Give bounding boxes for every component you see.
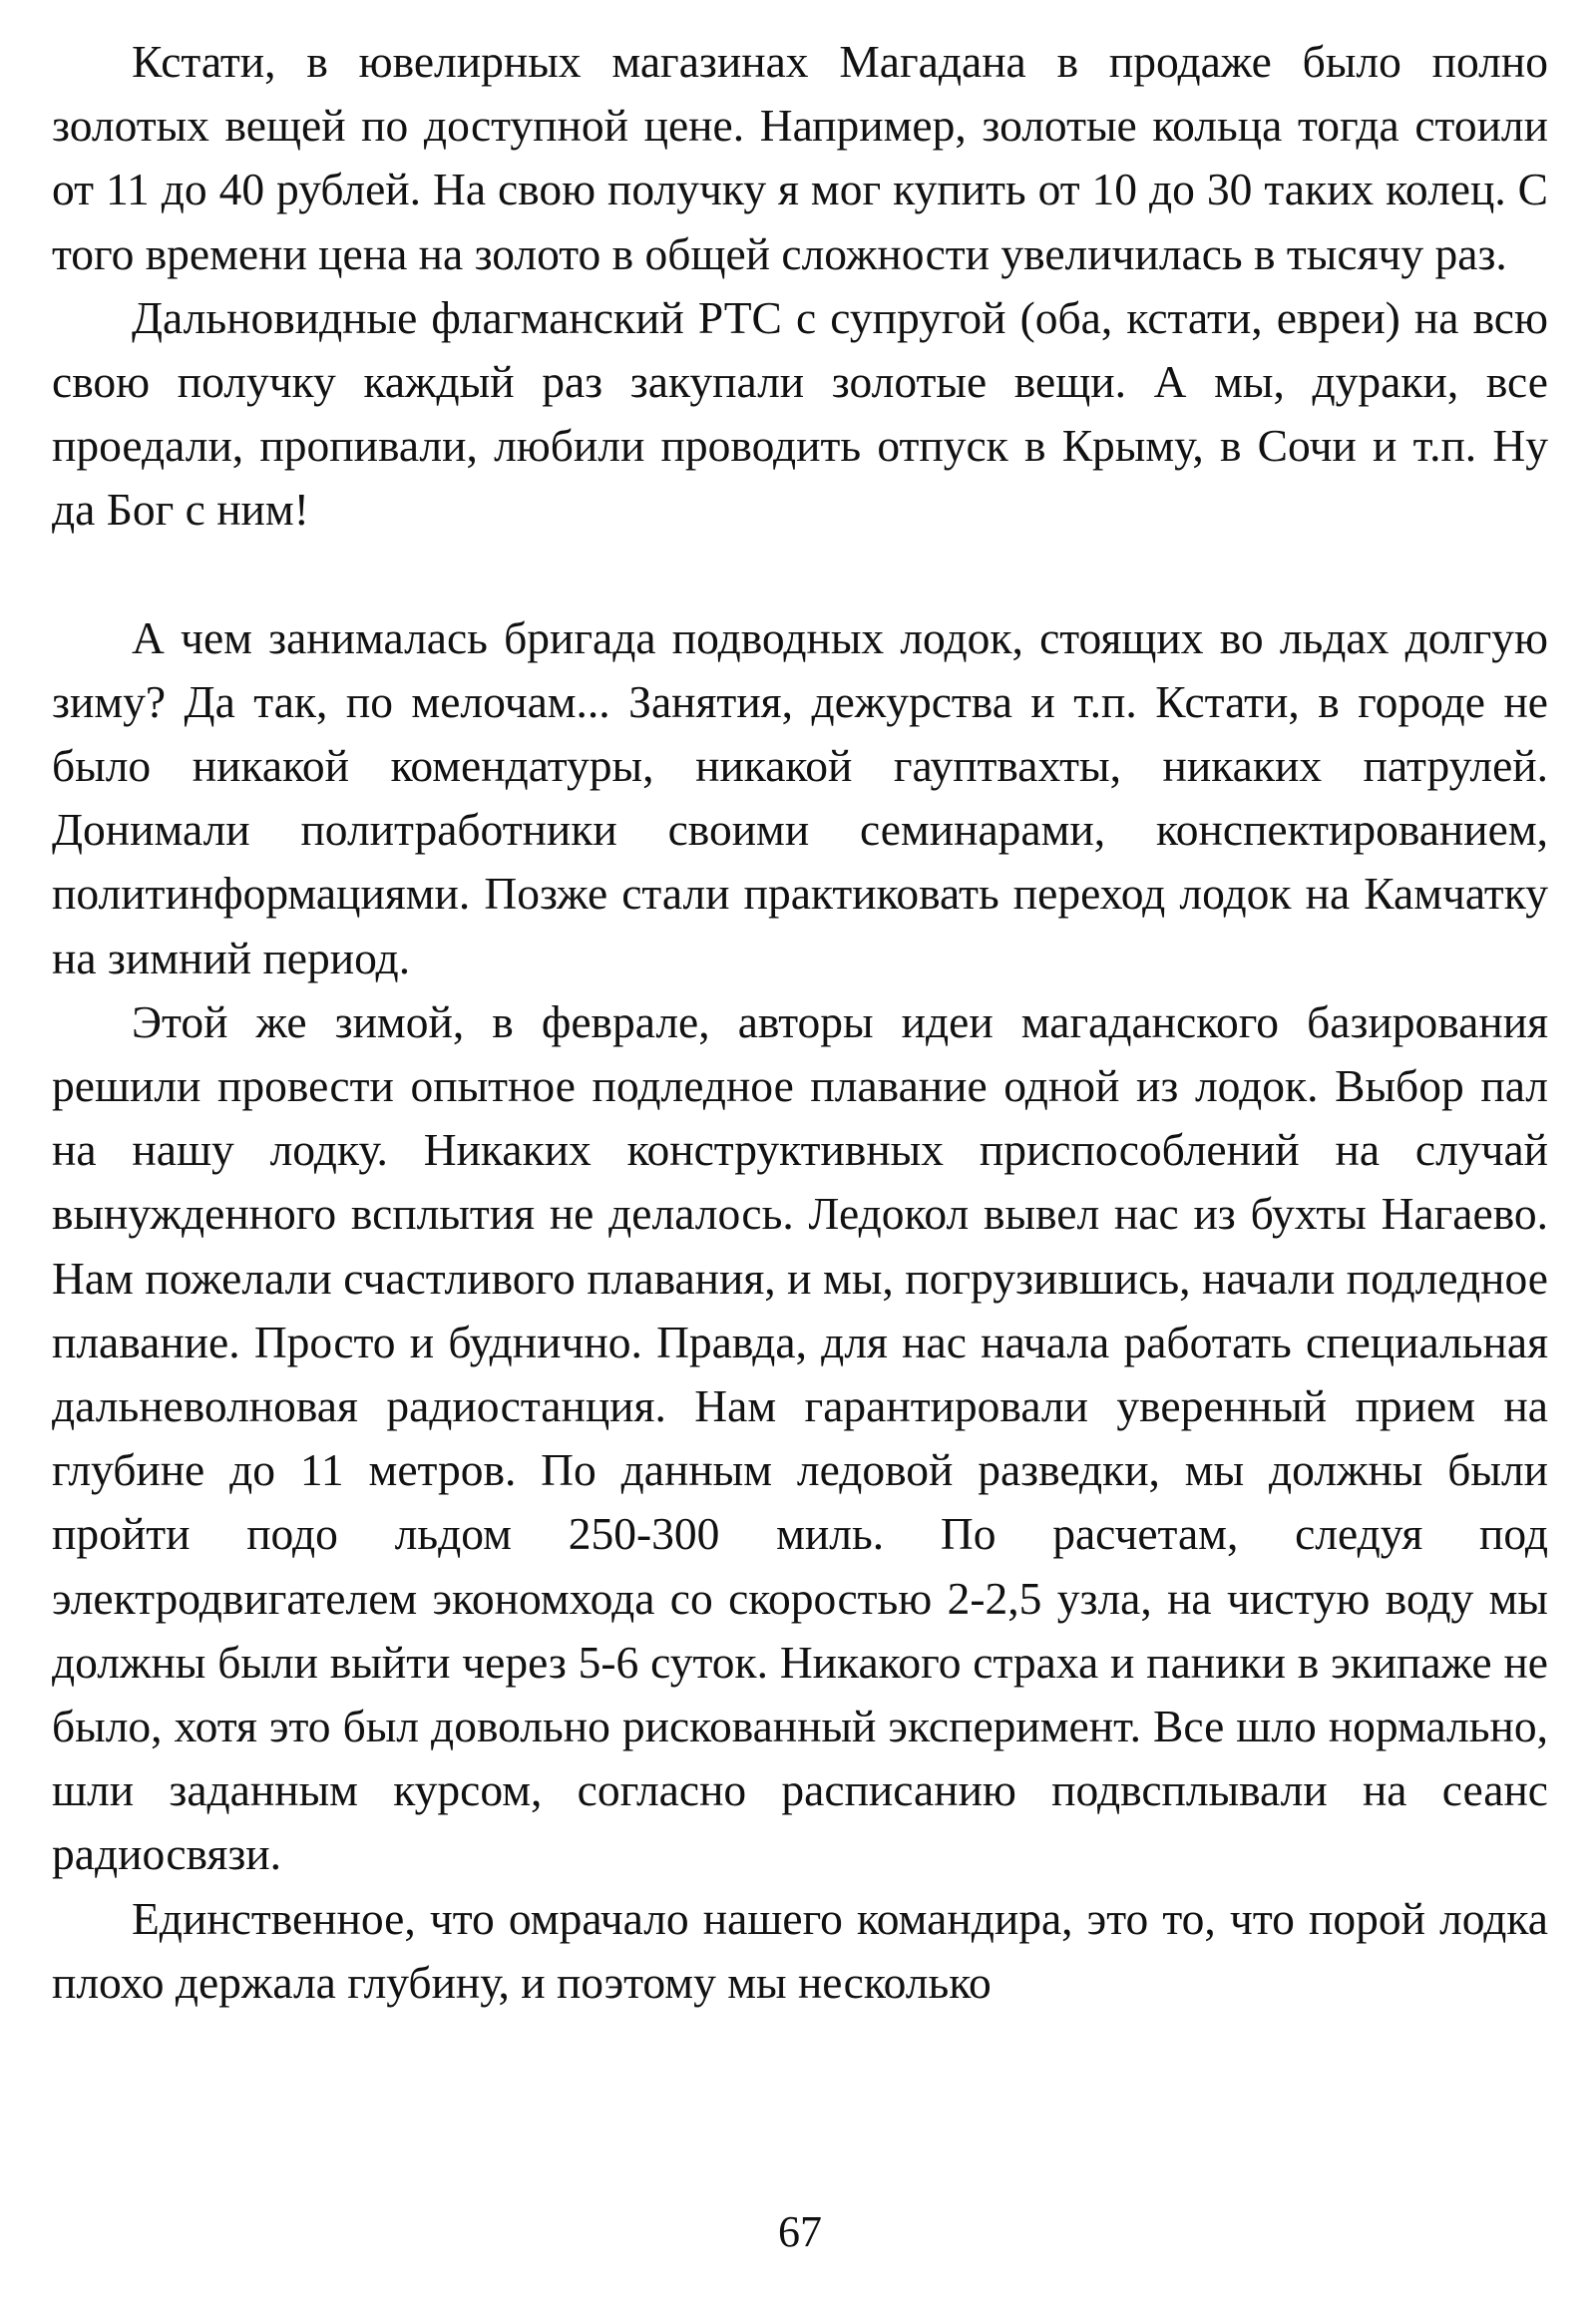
paragraph-depth-keeping: Единственное, что омрачало нашего командира, это то, что порой лодка плохо держала глубину, и поэтому мы несколько — [52, 1892, 1548, 2008]
paragraph-winter-duties: А чем занималась бригада подводных лодок, стоящих во льдах долгую зиму? Да так, по мелочам... Занятия, дежурства и т.п. Кстати, в городе не было никакой комендатуры, никакой гауптвахты, никаких патрулей. Донимали политработники своими семинарами, конспектированием, политинформациями. Позже стали практиковать переход лодок на Камчатку на зимний период. — [52, 611, 1548, 983]
paragraph-gold-prices: Кстати, в ювелирных магазинах Магадана в продаже было полно золотых вещей по доступной цене. Например, золотые кольца тогда стоили от 11 до 40 рублей. На свою получку я мог купить от 10 до 30 таких колец. С того времени цена на золото в общей сложности увеличилась в тысячу раз. — [52, 36, 1548, 279]
paragraph-under-ice-voyage: Этой же зимой, в феврале, авторы идеи магаданского базирования решили провести опытное подледное плавание одной из лодок. Выбор пал на нашу лодку. Никаких конструктивных приспособлений на случай вынужденного всплытия не делалось. Ледокол вывел нас из бухты Нагаево. Нам пожелали счастливого плавания, и мы, погрузившись, начали подледное плавание. Просто и буднично. Правда, для нас начала работать специальная дальневолновая радиостанция. Нам гарантировали уверенный прием на глубине до 11 метров. По данным ледовой разведки, мы должны были пройти подо льдом 250-300 миль. По расчетам, следуя под электродвигателем экономхода со скоростью 2-2,5 узла, на чистую воду мы должны были выйти через 5-6 суток. Никакого страха и паники в экипаже не было, хотя это был довольно рискованный эксперимент. Все шло нормально, шли заданным курсом, согласно расписанию подвсплывали на сеанс радиосвязи. — [52, 995, 1548, 1880]
section-break — [52, 543, 1548, 606]
page-number: 67 — [778, 2207, 822, 2256]
book-page — [52, 30, 1548, 2270]
paragraph-gold-purchases: Дальновидные флагманский РТС с супругой (оба, кстати, евреи) на всю свою получку каждый раз закупали золотые вещи. А мы, дураки, все проедали, пропивали, любили проводить отпуск в Крыму, в Сочи и т.п. Ну да Бог с ним! — [52, 291, 1548, 536]
